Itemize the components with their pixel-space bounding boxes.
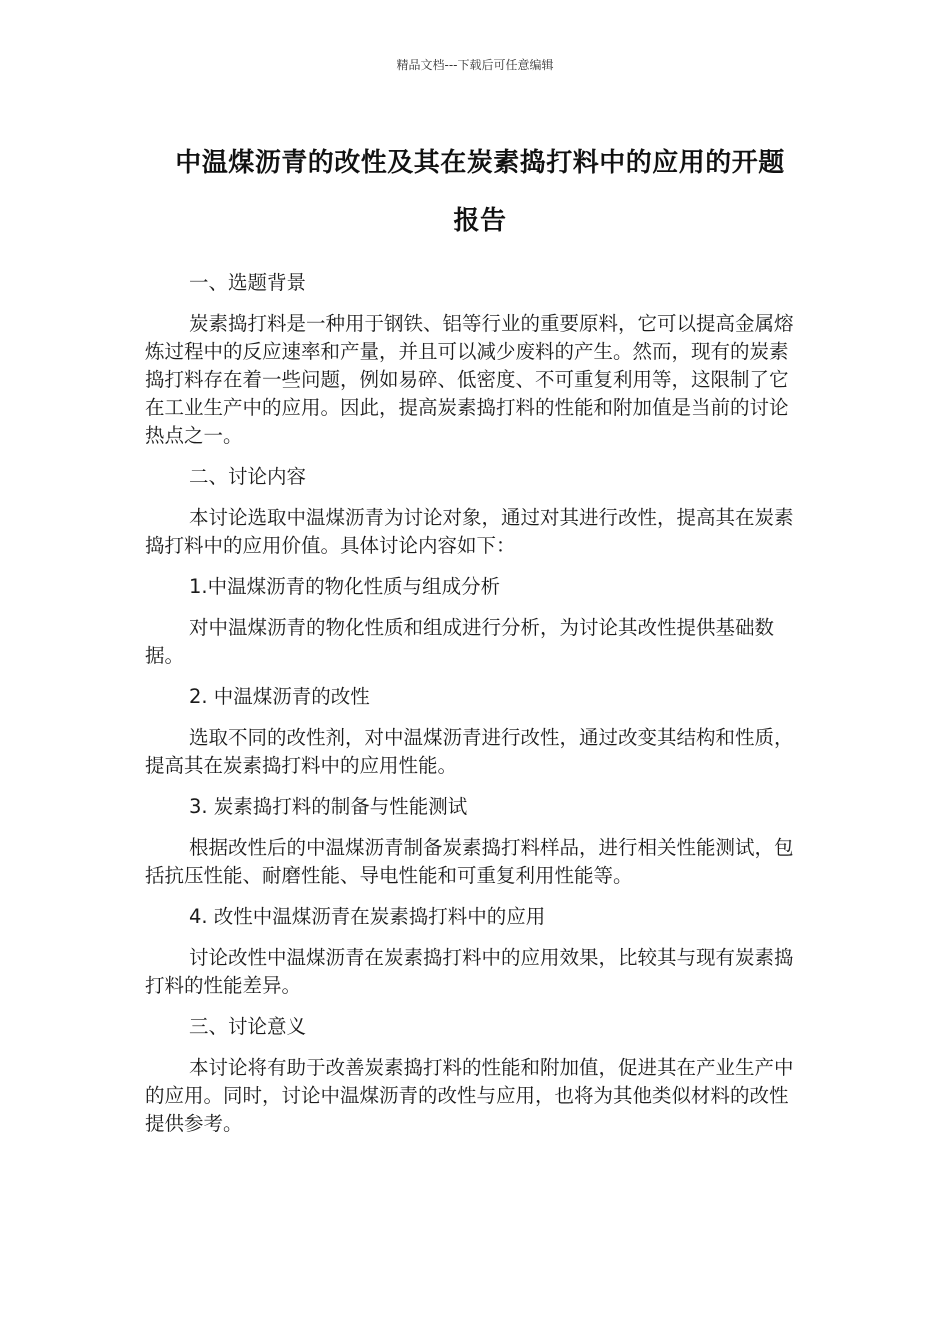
item-paragraph-4: 讨论改性中温煤沥青在炭素捣打料中的应用效果，比较其与现有炭素捣打料的性能差异。 (145, 946, 794, 997)
item-heading-2: 2. 中温煤沥青的改性 (189, 685, 370, 708)
paragraph-background: 炭素捣打料是一种用于钢铁、铝等行业的重要原料，它可以提高金属熔炼过程中的反应速率和产量，并且可以减少废料的产生。然而，现有的炭素捣打料存在着一些问题，例如易碎、低密度、不可重复利用等，这限制了它在工业生产中的应用。因此，提高炭素捣打料的性能和附加值是当前的讨论热点之一。 (145, 312, 794, 447)
document-title (140, 134, 820, 250)
section-heading-background: 一、选题背景 (189, 271, 307, 294)
paragraph-significance: 本讨论将有助于改善炭素捣打料的性能和附加值，促进其在产业生产中的应用。同时，讨论中温煤沥青的改性与应用，也将为其他类似材料的改性提供参考。 (145, 1056, 794, 1135)
section-heading-content: 二、讨论内容 (189, 465, 307, 488)
title-line-2: 报告 (453, 206, 507, 236)
section-heading-significance: 三、讨论意义 (189, 1015, 307, 1038)
item-paragraph-2: 选取不同的改性剂，对中温煤沥青进行改性，通过改变其结构和性质，提高其在炭素捣打料中的应用性能。 (145, 726, 794, 777)
item-heading-1: 1.中温煤沥青的物化性质与组成分析 (189, 575, 501, 598)
item-heading-4: 4. 改性中温煤沥青在炭素捣打料中的应用 (189, 905, 546, 928)
header-note: 精品文档---下载后可任意编辑 (396, 58, 554, 72)
item-paragraph-1: 对中温煤沥青的物化性质和组成进行分析，为讨论其改性提供基础数据。 (145, 616, 775, 667)
title-line-1: 中温煤沥青的改性及其在炭素捣打料中的应用的开题 (175, 148, 785, 178)
item-heading-3: 3. 炭素捣打料的制备与性能测试 (189, 795, 468, 818)
document-body (145, 269, 797, 1151)
item-paragraph-3: 根据改性后的中温煤沥青制备炭素捣打料样品，进行相关性能测试，包括抗压性能、耐磨性能、导电性能和可重复利用性能等。 (145, 836, 794, 887)
paragraph-content-intro: 本讨论选取中温煤沥青为讨论对象，通过对其进行改性，提高其在炭素捣打料中的应用价值。具体讨论内容如下： (145, 506, 794, 557)
